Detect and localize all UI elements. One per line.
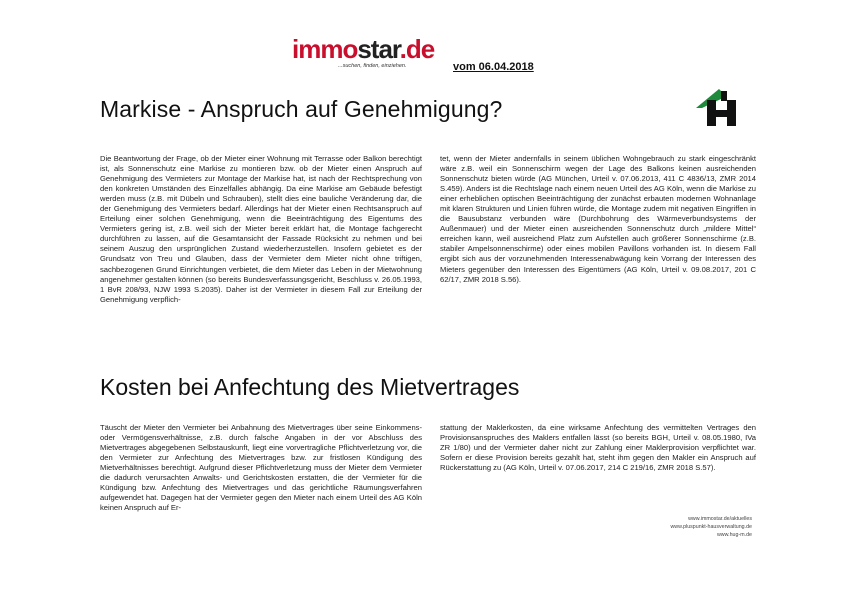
logo-part-immo: immo [292, 34, 358, 64]
logo-tagline: ...suchen, finden, einziehen. [338, 63, 407, 69]
article-kosten-column-2: stattung der Maklerkosten, da eine wirksame Anfechtung des vermittelten Vertrages den Provisionsanspruches des Maklers entfallen lässt (so bereits BGH, Urteil v. 08.05.1980, IVa ZR 1/80) und der Vermieter daher nicht zur Zahlung einer Maklerprovision verpflichtet war. Sofern er diese Provision bereits gezahlt hat, steht ihm gegen den Makler ein Anspruch auf Rückerstattung zu (AG Köln, Urteil v. 07.06.2017, 214 C 219/16, ZMR 2018 S.57). [440, 423, 756, 473]
logo-part-de: .de [399, 34, 435, 64]
logo-wordmark [292, 36, 434, 62]
footer-link-pluspunkt[interactable]: www.pluspunkt-hausverwaltung.de [670, 524, 752, 530]
publication-date: vom 06.04.2018 [453, 61, 534, 73]
article-kosten-column-1: Täuscht der Mieter den Vermieter bei Anbahnung des Mietvertrages über seine Einkommens- oder Vermögensverhältnisse, z.B. durch falsche Angaben in der vor Abschluss des Mietvertrages abgegebenen Selbstauskunft, liegt eine vorvertragliche Pflichtverletzung vor, die den Vermieter zur Anfechtung des Mietvertrages bzw. zur fristlosen Kündigung des Mietverhältnisses berechtigt. Aufgrund dieser Pflichtverletzung muss der Mieter dem Vermieter die dadurch verursachten Anwalts- und Gerichtskosten erstatten, die der Vermieter für die Kündigung bzw. Anfechtung des Mietvertrages und das gerichtliche Räumungsverfahren aufgewendet hat. Dagegen hat der Vermieter gegen den Mieter nach einem Urteil des AG Köln keinen Anspruch auf Er- [100, 423, 422, 513]
article-markise-column-1: Die Beantwortung der Frage, ob der Mieter einer Wohnung mit Terrasse oder Balkon berechtigt ist, als Sonnenschutz eine Markise zu montieren bzw. ob der Mieter einen Anspruch auf Genehmigung des Vermieters zur Montage der Markise hat, ist nach der Rechtsprechung von den konkreten Umständen des Einzelfalles abhängig. Da eine Markise am Gebäude befestigt werden muss (z.B. mit Dübeln und Schrauben), stellt dies eine bauliche Veränderung dar, die der Genehmigung des Vermieters bedarf. Allerdings hat der Mieter einen Rechtsanspruch auf Erteilung einer solchen Genehmigung, wenn die Beeinträchtigung des Eigentums des Vermieters gering ist, z.B. weil sich der Mieter bereit erklärt hat, die Montage fachgerecht durchführen zu lassen, auf die Gesamtansicht der Fassade Rücksicht zu nehmen und bei seinem Auszug den ursprünglichen Zustand wiederherzustellen. Insofern gebietet es der Grundsatz von Treu und Glauben, dass der Vermieter dem Mieter nicht ohne triftigen, sachbezogenen Grund Einrichtungen verbietet, die dem Mieter das Leben in der Mietwohnung angenehmer gestalten können (so bereits Bundesverfassungsgericht, Beschluss v. 26.05.1993, 1 BvR 208/93, NJW 1993 S.2035). Daher ist der Vermieter in diesem Fall zur Erteilung der Genehmigung verpflich- [100, 154, 422, 304]
immostar-logo [292, 36, 434, 62]
article-title-kosten: Kosten bei Anfechtung des Mietvertrages [100, 374, 520, 400]
logo-part-star: star [357, 34, 400, 64]
article-title-markise: Markise - Anspruch auf Genehmigung? [100, 96, 503, 122]
footer-link-hug[interactable]: www.hug-m.de [716, 532, 752, 538]
article-markise-column-2: tet, wenn der Mieter andernfalls in seinem üblichen Wohngebrauch zu stark eingeschränkt wäre z.B. weil ein Sonnenschirm wegen der Lage des Balkons keinen ausreichenden Sonnenschutz bieten würde (AG München, Urteil v. 07.06.2013, 411 C 4836/13, ZMR 2014 S.459). Anders ist die Rechtslage nach einem neuen Urteil des AG Köln, wenn die Markise zu einer erheblichen optischen Beeinträchtigung der zunächst erbauten modernen Wohnanlage mit klaren Strukturen und Linien führen würde, die Montage zudem mit negativen Eingriffen in die Bausubstanz verbunden wäre (Durchbohrung des Wärmeverbundsystems der Außenmauer) und der Mieter einen ausreichenden Sonnenschutz durch „mildere Mittel“ erreichen kann, weil ausreichend Platz zum Aufstellen auch größerer Sonnenschirme (z.B. stabiler Ampelsonnenschirme) oder eines mobilen Pavillons vorhanden ist. In diesem Fall ergibt sich aus der vorzunehmenden Interessenabwägung kein Vorrang der Interessen des Mieters gegenüber den Interessen des Eigentümers (AG Köln, Urteil v. 09.08.2017, 201 C 62/17, ZMR 2018 S.56). [440, 154, 756, 284]
footer-link-immostar[interactable]: www.immostar.de/aktuelles [688, 516, 752, 522]
footer-links [600, 515, 752, 539]
house-logo-icon [694, 86, 744, 128]
